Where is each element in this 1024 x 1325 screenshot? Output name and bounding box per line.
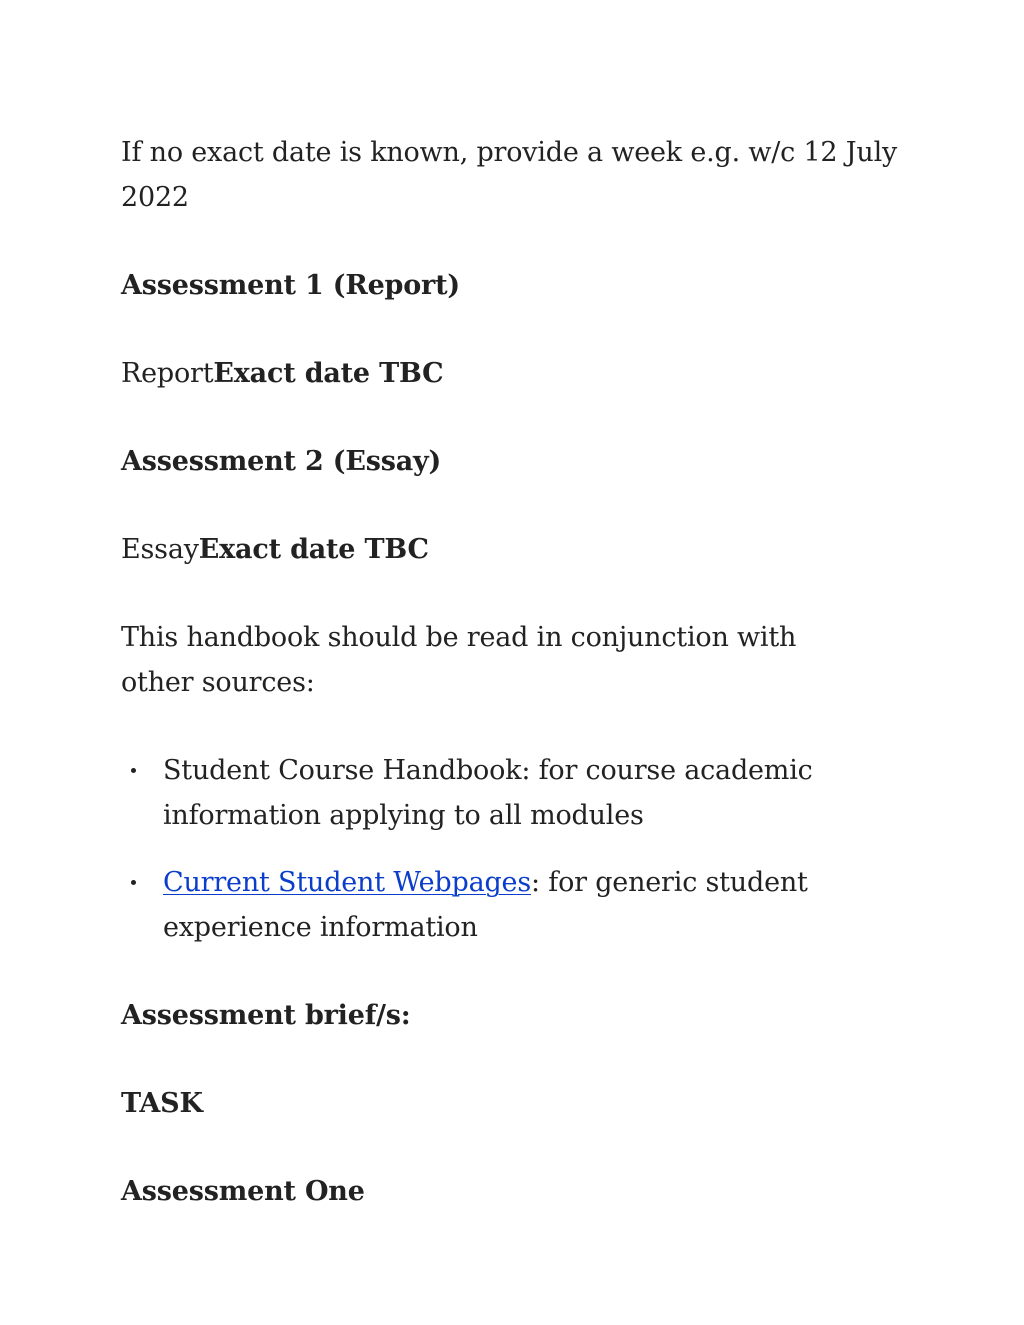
assessment-1-date-line: [121, 351, 921, 396]
assessment-1-date: Exact date TBC: [213, 358, 444, 389]
task-heading: TASK: [121, 1088, 203, 1119]
current-student-webpages-link[interactable]: Current Student Webpages: [163, 867, 531, 898]
assessment-1-heading: Assessment 1 (Report): [121, 270, 460, 301]
list-item: [121, 860, 921, 950]
assessment-2-type: Essay: [121, 534, 199, 565]
assessment-1-type: Report: [121, 358, 214, 389]
document-body: [121, 130, 921, 1257]
assessment-brief-heading: Assessment brief/s:: [121, 1000, 411, 1031]
list-item: [121, 748, 921, 838]
source-item-text: : for generic student experience information: [163, 867, 808, 943]
assessment-2-heading: Assessment 2 (Essay): [121, 446, 442, 477]
bullet-icon: [131, 880, 136, 885]
source-item-text: Student Course Handbook: for course academic information applying to all modules: [163, 755, 813, 831]
assessment-2-date: Exact date TBC: [198, 534, 429, 565]
bullet-icon: [131, 768, 136, 773]
date-guidance-text: If no exact date is known, provide a week e.g. w/c 12 July 2022: [121, 137, 898, 213]
assessment-2-date-line: [121, 527, 921, 572]
handbook-note: This handbook should be read in conjunction with other sources:: [121, 622, 797, 698]
assessment-one-heading: Assessment One: [121, 1176, 365, 1207]
sources-list: [121, 748, 921, 950]
